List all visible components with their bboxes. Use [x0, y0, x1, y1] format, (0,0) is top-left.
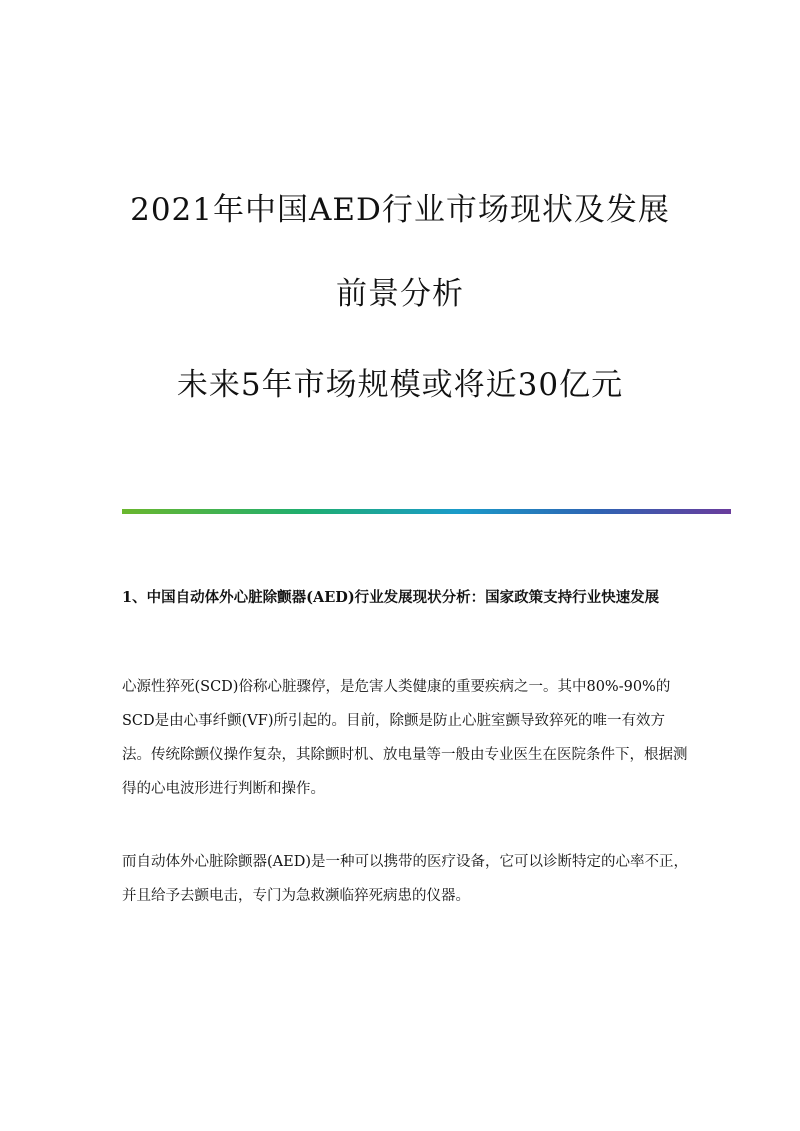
gradient-divider	[122, 509, 731, 514]
section-heading: 1、中国自动体外心脏除颤器(AED)行业发展现状分析：国家政策支持行业快速发展	[122, 589, 660, 606]
subtitle-line: 未来5年市场规模或将近30亿元	[176, 367, 624, 403]
paragraph-1: 心源性猝死(SCD)俗称心脏骤停，是危害人类健康的重要疾病之一。其中80%-90%的SCD是由心事纤颤(VF)所引起的。目前，除颤是防止心脏室颤导致猝死的唯一有效方法。传统除颤仪操作复杂，其除颤时机、放电量等一般由专业医生在医院条件下，根据测得的心电波形进行判断和操作。	[122, 679, 688, 797]
title-line-2: 前景分析	[336, 276, 464, 312]
paragraph-2: 而自动体外心脏除颤器(AED)是一种可以携带的医疗设备，它可以诊断特定的心率不正，并且给予去颤电击，专门为急救濒临猝死病患的仪器。	[122, 854, 688, 904]
title-line-1: 2021年中国AED行业市场现状及发展	[130, 192, 670, 228]
